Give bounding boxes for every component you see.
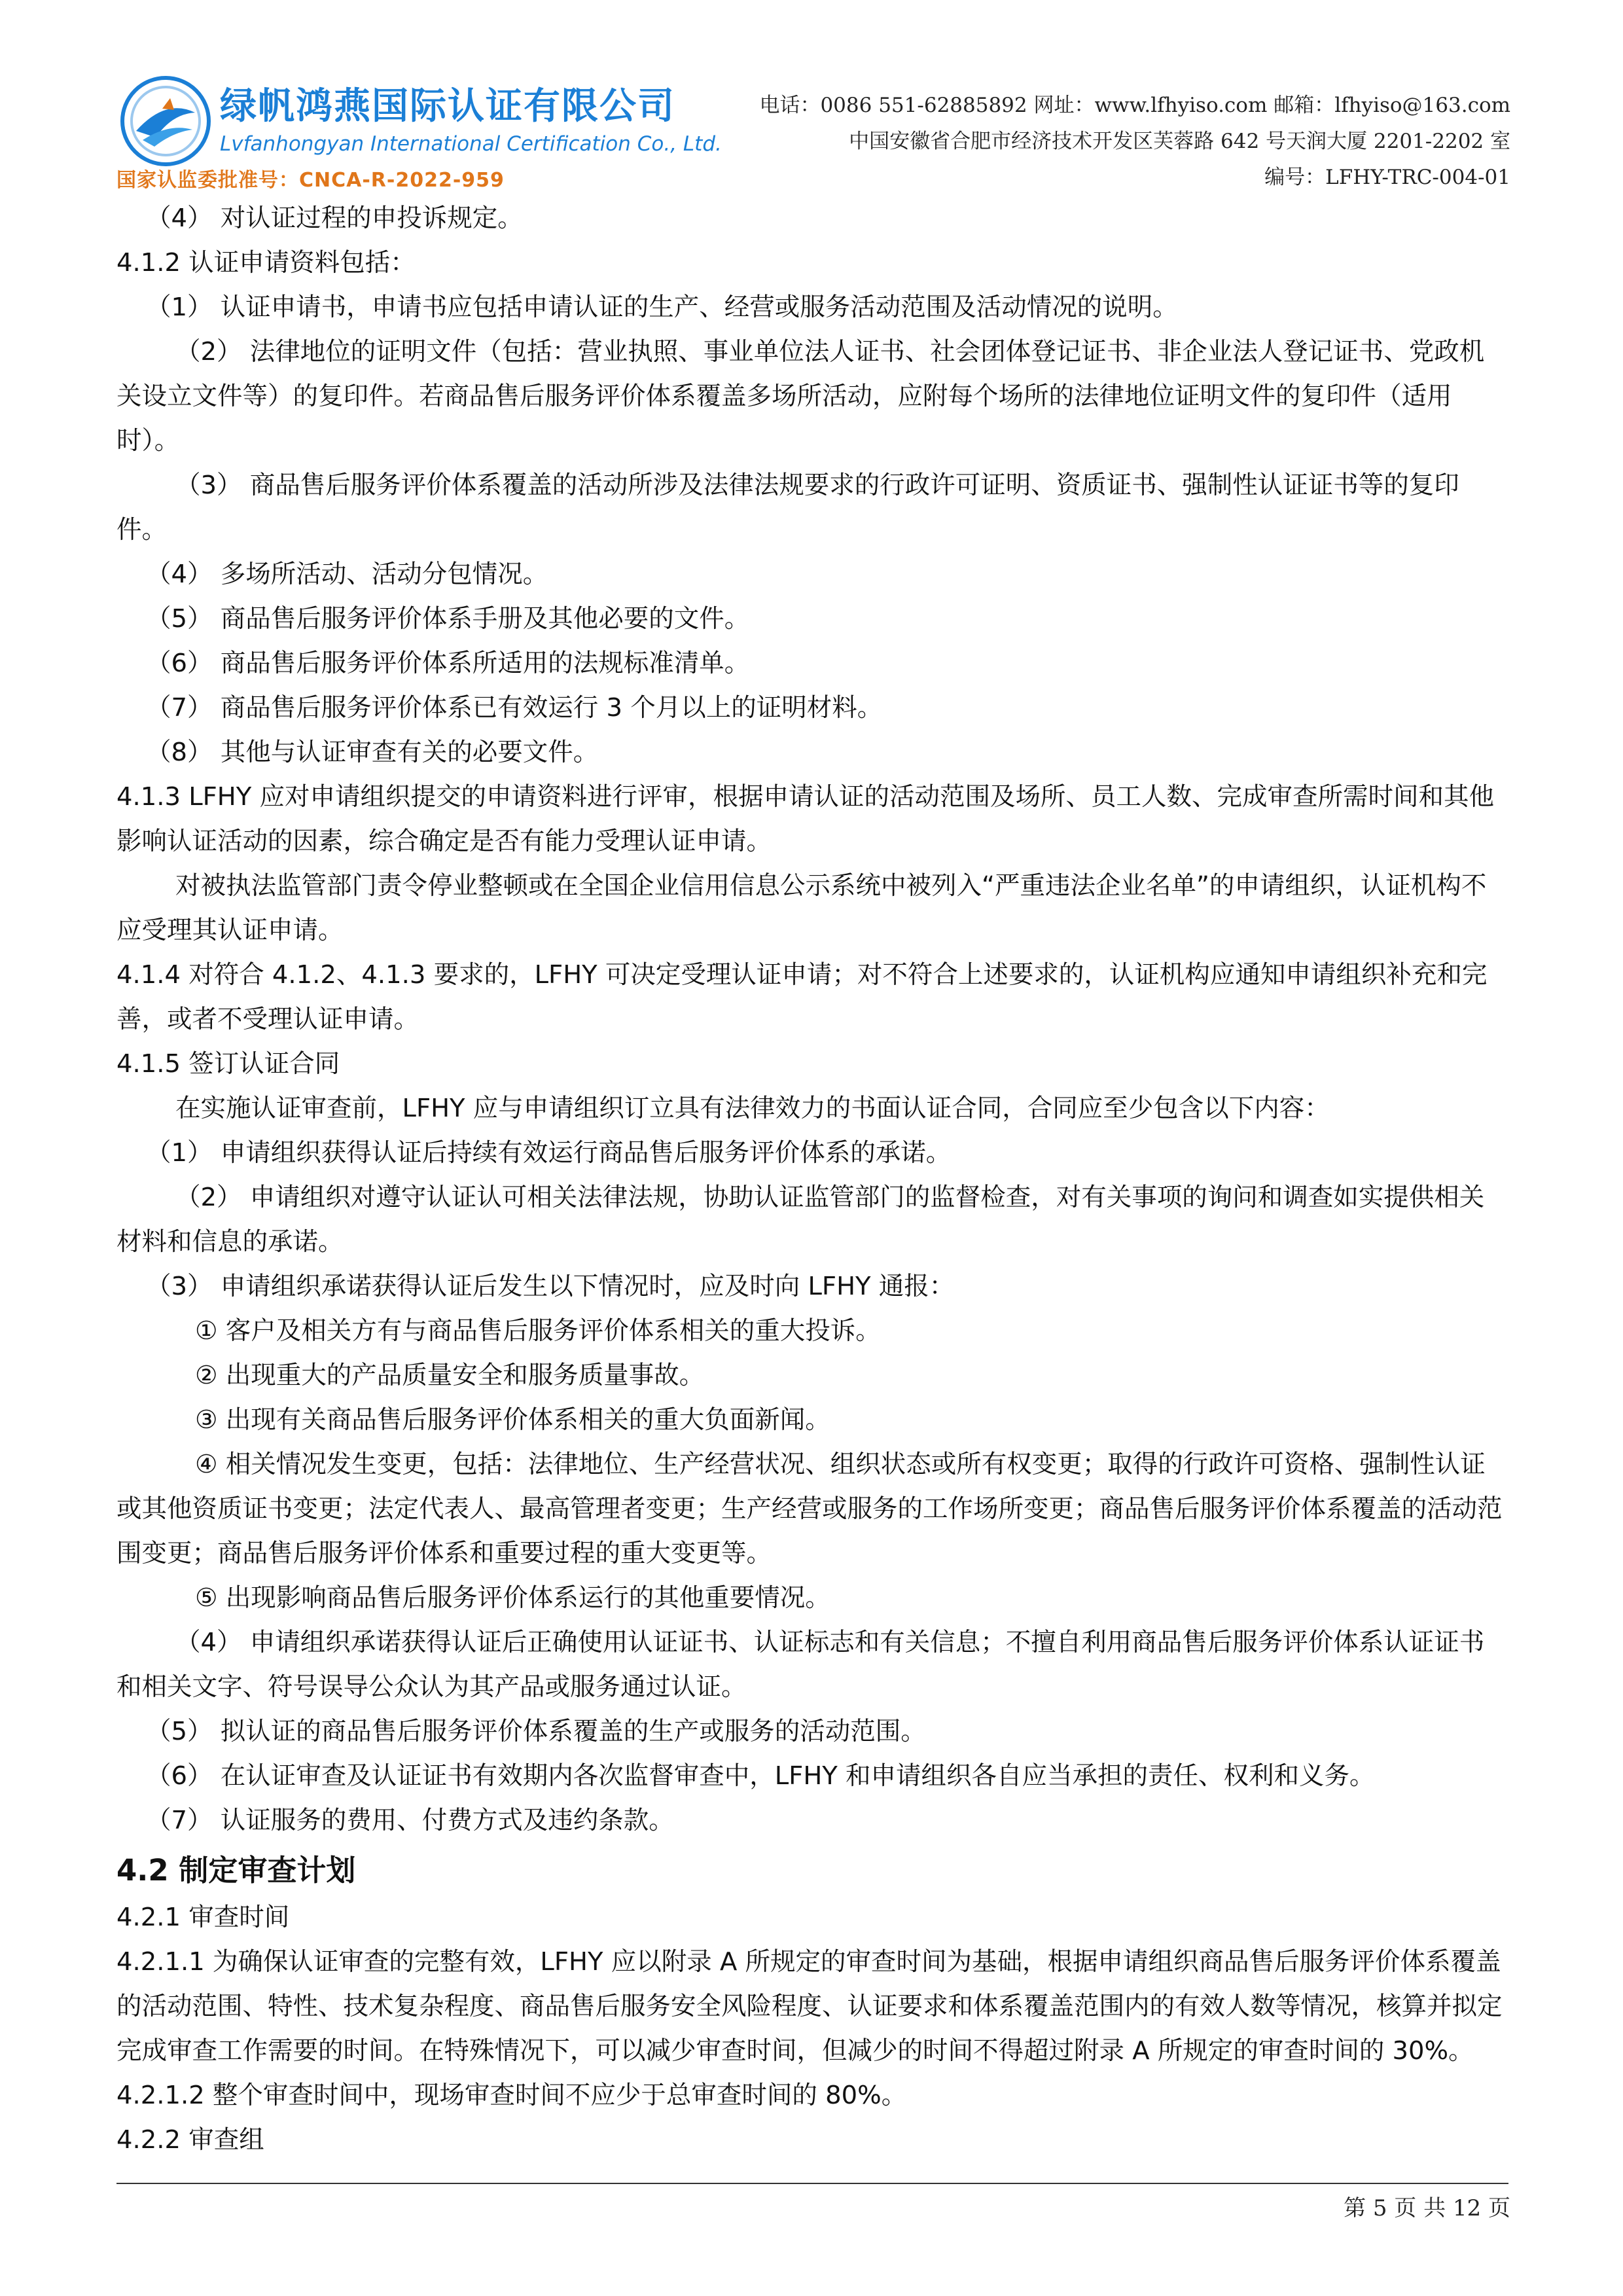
sub-list-item: ⑤ 出现影响商品售后服务评价体系运行的其他重要情况。	[195, 1583, 830, 1613]
company-emblem-icon	[116, 72, 215, 170]
paragraph: 4.2.1.1 为确保认证审查的完整有效，LFHY 应以附录 A 所规定的审查时间为基础，根据申请组织商品售后服务评价体系覆盖的活动范围、特性、技术复杂程度、商品售后服务安全风险程度、认证要求和体系覆盖范围内的有效人数等情况，核算并拟定完成审查工作需要的时间。在特殊情况下，可以减少审查时间，但减少的时间不得超过附录 A 所规定的审查时间的 30%。	[116, 1947, 1503, 2066]
list-item: （3） 申请组织承诺获得认证后发生以下情况时，应及时向 LFHY 通报：	[146, 1272, 955, 1301]
sub-list-item: ① 客户及相关方有与商品售后服务评价体系相关的重大投诉。	[195, 1316, 881, 1346]
paragraph: 4.1.4 对符合 4.1.2、4.1.3 要求的，LFHY 可决定受理认证申请；对不符合上述要求的，认证机构应通知申请组织补充和完善，或者不受理认证申请。	[116, 960, 1488, 1034]
list-item: （1） 申请组织获得认证后持续有效运行商品售后服务评价体系的承诺。	[146, 1138, 952, 1168]
sub-list-item: ④ 相关情况发生变更，包括：法律地位、生产经营状况、组织状态或所有权变更；取得的行政许可资格、强制性认证或其他资质证书变更；法定代表人、最高管理者变更；生产经营或服务的工作场所变更；商品售后服务评价体系覆盖的活动范围变更；商品售后服务评价体系和重要过程的重大变更等。	[116, 1450, 1503, 1568]
section-heading: 4.1.2 认证申请资料包括：	[116, 248, 416, 278]
list-item: （5） 商品售后服务评价体系手册及其他必要的文件。	[146, 604, 750, 634]
document-code: 编号：LFHY-TRC-004-01	[1264, 166, 1510, 189]
paragraph: 在实施认证审查前，LFHY 应与申请组织订立具有法律效力的书面认证合同，合同应至少包含以下内容：	[175, 1094, 1330, 1123]
section-heading: 4.2.1 审查时间	[116, 1903, 290, 1932]
approval-number: 国家认监委批准号：CNCA-R-2022-959	[116, 169, 505, 192]
contact-line: 电话：0086 551-62885892 网址：www.lfhyiso.com 邮箱：lfhyiso@163.com	[759, 94, 1510, 117]
page-number: 第 5 页 共 12 页	[1344, 2195, 1510, 2221]
list-item: （2） 申请组织对遵守认证认可相关法律法规，协助认证监管部门的监督检查，对有关事项的询问和调查如实提供相关材料和信息的承诺。	[116, 1183, 1485, 1257]
list-item: （3） 商品售后服务评价体系覆盖的活动所涉及法律法规要求的行政许可证明、资质证书、强制性认证证书等的复印件。	[116, 471, 1459, 545]
sub-list-item: ② 出现重大的产品质量安全和服务质量事故。	[195, 1361, 705, 1390]
list-item: （4） 多场所活动、活动分包情况。	[146, 560, 548, 589]
footer-divider	[116, 2183, 1508, 2184]
company-name-en: Lvfanhongyan International Certification Co., Ltd.	[220, 132, 722, 156]
company-name-cn: 绿帆鸿燕国际认证有限公司	[220, 85, 675, 128]
sub-list-item: ③ 出现有关商品售后服务评价体系相关的重大负面新闻。	[195, 1405, 830, 1435]
paragraph: （4） 对认证过程的申投诉规定。	[146, 204, 523, 233]
section-heading: 4.1.5 签订认证合同	[116, 1049, 340, 1079]
address-line: 中国安徽省合肥市经济技术开发区芙蓉路 642 号天润大厦 2201-2202 室	[849, 130, 1510, 153]
list-item: （1） 认证申请书，申请书应包括申请认证的生产、经营或服务活动范围及活动情况的说明。	[146, 293, 1178, 322]
paragraph: 4.2.1.2 整个审查时间中，现场审查时间不应少于总审查时间的 80%。	[116, 2081, 907, 2110]
document-body	[116, 196, 1508, 2162]
company-logo	[116, 72, 777, 190]
page-header	[0, 0, 1623, 196]
list-item: （7） 认证服务的费用、付费方式及违约条款。	[146, 1806, 674, 1835]
paragraph: 4.1.3 LFHY 应对申请组织提交的申请资料进行评审，根据申请认证的活动范围及场所、员工人数、完成审查所需时间和其他影响认证活动的因素，综合确定是否有能力受理认证申请。	[116, 782, 1495, 856]
list-item: （2） 法律地位的证明文件（包括：营业执照、事业单位法人证书、社会团体登记证书、非企业法人登记证书、党政机关设立文件等）的复印件。若商品售后服务评价体系覆盖多场所活动，应附每个场所的法律地位证明文件的复印件（适用时）。	[116, 337, 1485, 456]
list-item: （8） 其他与认证审查有关的必要文件。	[146, 738, 599, 767]
paragraph: 对被执法监管部门责令停业整顿或在全国企业信用信息公示系统中被列入“严重违法企业名单”的申请组织，认证机构不应受理其认证申请。	[116, 871, 1487, 945]
contact-block	[759, 88, 1510, 196]
list-item: （4） 申请组织承诺获得认证后正确使用认证证书、认证标志和有关信息；不擅自利用商品售后服务评价体系认证证书和相关文字、符号误导公众认为其产品或服务通过认证。	[116, 1628, 1485, 1702]
list-item: （6） 在认证审查及认证证书有效期内各次监督审查中，LFHY 和申请组织各自应当承担的责任、权利和义务。	[146, 1761, 1375, 1791]
list-item: （7） 商品售后服务评价体系已有效运行 3 个月以上的证明材料。	[146, 693, 883, 723]
list-item: （5） 拟认证的商品售后服务评价体系覆盖的生产或服务的活动范围。	[146, 1717, 926, 1746]
section-heading: 4.2.2 审查组	[116, 2125, 264, 2155]
section-title: 4.2 制定审查计划	[116, 1853, 356, 1888]
list-item: （6） 商品售后服务评价体系所适用的法规标准清单。	[146, 649, 750, 678]
